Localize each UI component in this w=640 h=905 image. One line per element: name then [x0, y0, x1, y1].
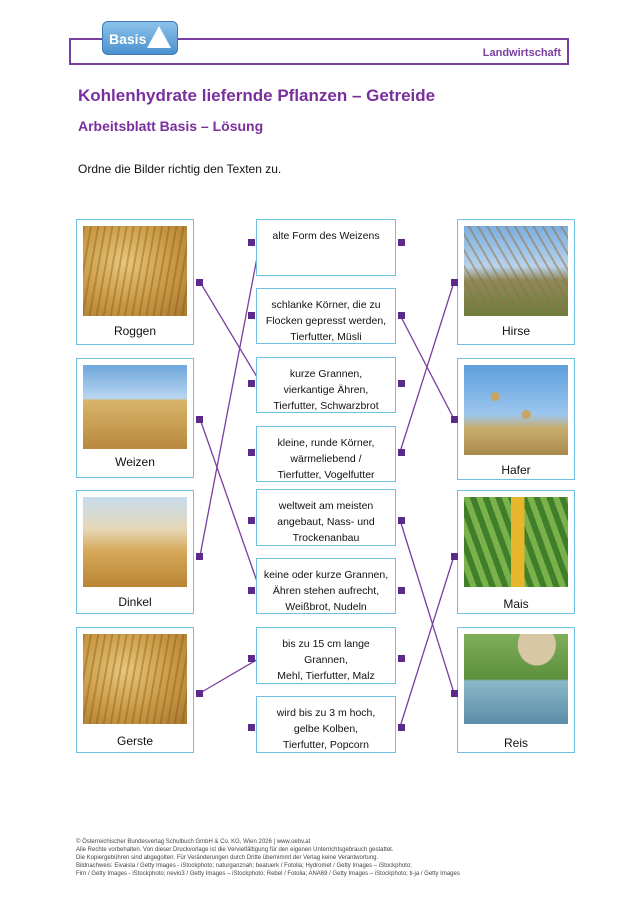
connector-dot[interactable]	[248, 449, 255, 456]
connector-dot[interactable]	[196, 553, 203, 560]
connector-dot[interactable]	[398, 655, 405, 662]
footer-line: © Österreichischer Bundesverlag Schulbuch GmbH & Co. KG, Wien 2026 | www.oebv.at	[76, 839, 311, 845]
text-line: keine oder kurze Grannen,	[263, 569, 389, 581]
card-gerste[interactable]	[76, 627, 194, 753]
weizen-photo	[83, 365, 187, 449]
connector-dot[interactable]	[451, 553, 458, 560]
footer-line: Die Kopiergebühren sind abgegolten. Für Veränderungen durch Dritte übernimmt der Verlag keine Verantwortung.	[76, 855, 379, 861]
text-line: kurze Grannen,	[289, 368, 363, 380]
text-line: Tierfutter, Müsli	[290, 331, 362, 343]
text-line: angebaut, Nass- und	[277, 516, 375, 528]
connector-dot[interactable]	[451, 416, 458, 423]
card-label: Hafer	[501, 463, 531, 477]
text-box[interactable]	[256, 357, 396, 413]
dinkel-photo	[83, 497, 187, 587]
page-subtitle: Arbeitsblatt Basis – Lösung	[78, 118, 264, 134]
connector-dot[interactable]	[248, 380, 255, 387]
text-box[interactable]	[256, 426, 396, 482]
text-box[interactable]	[256, 627, 396, 684]
roggen-photo	[83, 226, 187, 316]
card-label: Reis	[503, 736, 528, 750]
text-line: alte Form des Weizens	[272, 230, 380, 242]
line-weizen	[200, 419, 260, 590]
connector-dot[interactable]	[196, 416, 203, 423]
hafer-photo	[464, 365, 568, 455]
text-line: gelbe Kolben,	[293, 723, 359, 735]
card-weizen[interactable]	[76, 358, 194, 478]
card-label: Weizen	[115, 455, 155, 469]
connector-dot[interactable]	[451, 279, 458, 286]
footer-line: Alle Rechte vorbehalten. Von dieser Druckvorlage ist die Vervielfältigung für den eigenen Unterrichtsgebrauch gestattet.	[76, 847, 394, 853]
card-hafer[interactable]	[457, 358, 575, 480]
card-reis[interactable]	[457, 627, 575, 753]
line-reis	[400, 520, 454, 693]
connector-dot[interactable]	[248, 724, 255, 731]
instruction-text: Ordne die Bilder richtig den Texten zu.	[78, 162, 282, 176]
connector-dot[interactable]	[398, 724, 405, 731]
line-dinkel	[200, 242, 260, 556]
connector-dot[interactable]	[398, 239, 405, 246]
hirse-photo	[464, 226, 568, 316]
connector-dot[interactable]	[248, 587, 255, 594]
card-label: Hirse	[501, 324, 530, 338]
text-box[interactable]	[256, 288, 396, 344]
text-line: vierkantige Ähren,	[283, 384, 369, 396]
text-line: Tierfutter, Schwarzbrot	[273, 400, 379, 412]
connector-dot[interactable]	[398, 587, 405, 594]
reis-photo	[464, 634, 568, 724]
card-label: Dinkel	[118, 595, 152, 609]
gerste-photo	[83, 634, 187, 724]
connector-dot[interactable]	[398, 312, 405, 319]
text-box[interactable]	[256, 696, 396, 753]
card-hirse[interactable]	[457, 219, 575, 345]
card-label: Gerste	[116, 734, 153, 748]
subject-label: Landwirtschaft	[482, 47, 561, 59]
connector-dot[interactable]	[248, 655, 255, 662]
text-box[interactable]	[256, 219, 396, 276]
connector-dot[interactable]	[196, 279, 203, 286]
text-line: schlanke Körner, die zu	[271, 299, 381, 311]
line-gerste	[200, 658, 260, 693]
connector-dot[interactable]	[248, 239, 255, 246]
text-line: Flocken gepresst werden,	[265, 315, 387, 327]
footer-credits	[76, 838, 576, 878]
line-mais	[400, 556, 454, 727]
text-line: Grannen,	[304, 654, 348, 666]
text-box[interactable]	[256, 558, 396, 614]
mais-photo	[464, 497, 568, 587]
line-hafer	[400, 315, 454, 419]
connector-dot[interactable]	[398, 380, 405, 387]
text-line: weltweit am meisten	[278, 500, 374, 512]
logo-text: Basis	[109, 31, 147, 47]
page-title: Kohlenhydrate liefernde Pflanzen – Getreide	[78, 86, 436, 105]
connector-dot[interactable]	[398, 517, 405, 524]
card-roggen[interactable]	[76, 219, 194, 345]
card-label: Roggen	[113, 324, 157, 338]
text-line: wird bis zu 3 m hoch,	[276, 707, 376, 719]
text-line: bis zu 15 cm lange	[282, 638, 370, 650]
text-line: Weißbrot, Nudeln	[285, 601, 367, 613]
text-box[interactable]	[256, 489, 396, 546]
connector-dot[interactable]	[451, 690, 458, 697]
card-mais[interactable]	[457, 490, 575, 614]
text-line: Trockenanbau	[292, 532, 360, 544]
footer-line: Bildnachweis: Eivaisla / Getty Images - iStockphoto; naturganznah; beatuerk / Fotolia; Hydromet / Getty Images – iStockphoto;	[76, 863, 412, 869]
connector-dot[interactable]	[248, 517, 255, 524]
text-line: wärmeliebend /	[290, 453, 362, 465]
card-dinkel[interactable]	[76, 490, 194, 614]
text-line: Mehl, Tierfutter, Malz	[277, 670, 375, 682]
connector-dot[interactable]	[248, 312, 255, 319]
footer-line: Firn / Getty Images - iStockphoto; nevio3 / Getty Images – iStockphoto; Rebel / Fotolia; ANA69 / Getty Images – iStockphoto; ti-ja / Getty Images	[76, 871, 460, 877]
text-line: Ähren stehen aufrecht,	[272, 585, 380, 597]
text-line: kleine, runde Körner,	[277, 437, 375, 449]
text-line: Tierfutter, Vogelfutter	[277, 469, 375, 481]
connector-dot[interactable]	[196, 690, 203, 697]
connector-dot[interactable]	[398, 449, 405, 456]
text-line: Tierfutter, Popcorn	[283, 739, 369, 751]
card-label: Mais	[503, 597, 529, 611]
line-roggen	[200, 282, 260, 382]
